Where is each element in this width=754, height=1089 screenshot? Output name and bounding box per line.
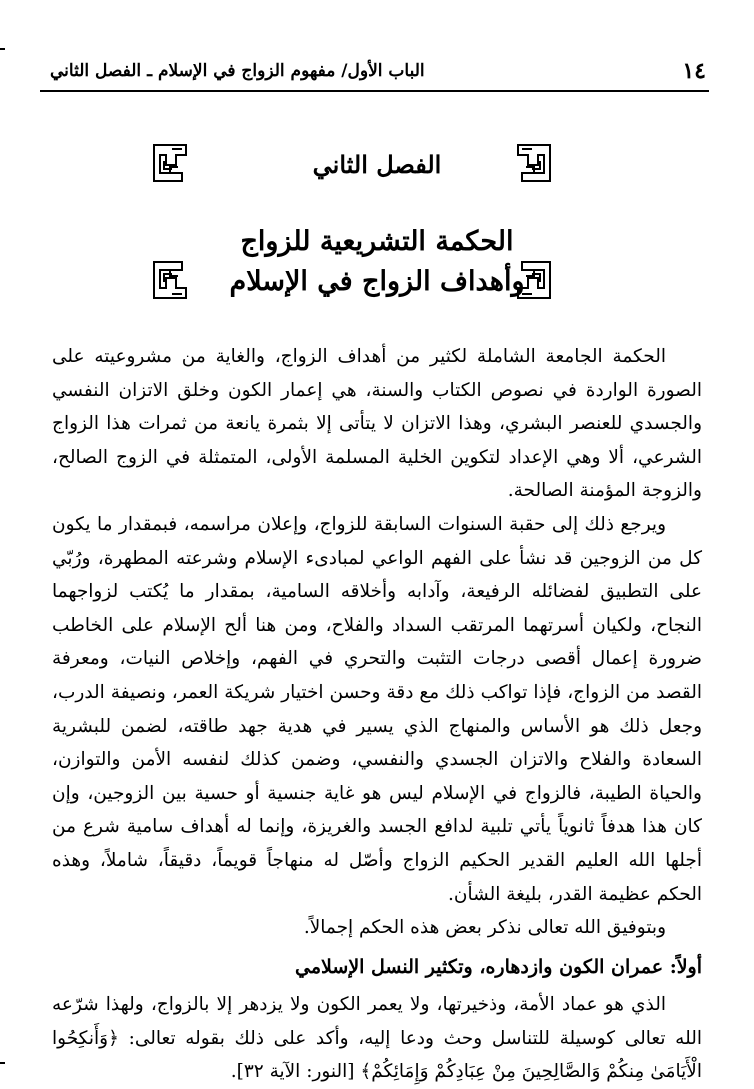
margin-mark-bottom (0, 1062, 5, 1064)
ornament-icon-bottom-left (152, 260, 188, 300)
header-rule (40, 90, 709, 92)
paragraph-2: ويرجع ذلك إلى حقبة السنوات السابقة للزواج، وإعلان مراسمه، فبمقدار ما يكون كل من الزوجين قد نشأ على الفهم الواعي لمبادىء الإسلام وشرعته المطهرة، ورُبّي على التطبيق لفضائله الرفيعة، وآدابه وأخلاقه السامية، بمقدار ما يُكتب لزواجهما النجاح، ولكيان أسرتهما المرتقب السداد والفلاح، ومن هنا ألح الإسلام على الخاطب ضرورة إعمال أقصى درجات التثبت والتحري في الفهم، وإخلاص النيات، ومعرفة القصد من الزواج، فإذا تواكب ذلك مع دقة وحسن اختيار شريكة العمر، ونصيفة الدرب، وجعل ذلك هو الأساس والمنهاج الذي يسير في هدية جهد طاقته، لضمن للبشرية السعادة والفلاح والاتزان الجسدي والنفسي، وضمن كذلك لنفسه الأمن والتوازن، والحياة الطيبة، فالزواج في الإسلام ليس هو غاية جنسية أو حسية بين الزوجين، وإن كان هذا هدفاً ثانوياً يأتي تلبية لدافع الجسد والغريزة، وإنما له أهداف سامية شرع من أجلها الله العليم القدير الحكيم الزواج وأصّل له منهاجاً قويماً، دقيقاً، شاملاً، وهذه الحكم عظيمة القدر، بليغة الشأن. (52, 513, 702, 905)
chapter-title-line-2: وأهداف الزواج في الإسلام (229, 266, 525, 297)
margin-mark-top (0, 48, 5, 50)
chapter-title (200, 222, 554, 302)
paragraph-3: وبتوفيق الله تعالى نذكر بعض هذه الحكم إجمالاً. (303, 917, 666, 939)
chapter-label: الفصل الثاني (312, 150, 442, 179)
paragraph-1: الحكمة الجامعة الشاملة لكثير من أهداف الزواج، والغاية من مشروعيته على الصورة الواردة في نصوص الكتاب والسنة، هي إعمار الكون وخلق الاتزان النفسي والجسدي للعنصر البشري، وهذا الاتزان لا يتأتى إلا بثمرة يانعة من ثمرات هذا الزواج الشرعي، ألا وهي الإعداد لتكوين الخلية المسلمة الأولى، المتمثلة في الزوج الصالح، والزوجة المؤمنة الصالحة. (52, 346, 702, 502)
paragraph-4: الذي هو عماد الأمة، وذخيرتها، ولا يعمر الكون ولا يزدهر إلا بالزواج، ولهذا شرّعه الله تعالى كوسيلة للتناسل وحث ودعا إليه، وأكد على ذلك بقوله تعالى: ﴿وَأَنكِحُوا الْأَيَامَىٰ مِنكُمْ وَالصَّالِحِينَ مِنْ عِبَادِكُمْ وَإِمَائِكُمْ﴾ [النور: الآية ٣٢]. (52, 994, 702, 1083)
page-number: ١٤ (682, 58, 706, 84)
running-title: الباب الأول/ مفهوم الزواج في الإسلام ـ الفصل الثاني (50, 61, 425, 81)
section-heading-1: أولاً: عمران الكون وازدهاره، وتكثير النسل الإسلامي (295, 955, 702, 978)
ornament-icon-top-left (152, 143, 188, 183)
chapter-title-line-1: الحكمة التشريعية للزواج (240, 226, 514, 257)
running-head (50, 56, 706, 86)
body-text (52, 340, 702, 1089)
